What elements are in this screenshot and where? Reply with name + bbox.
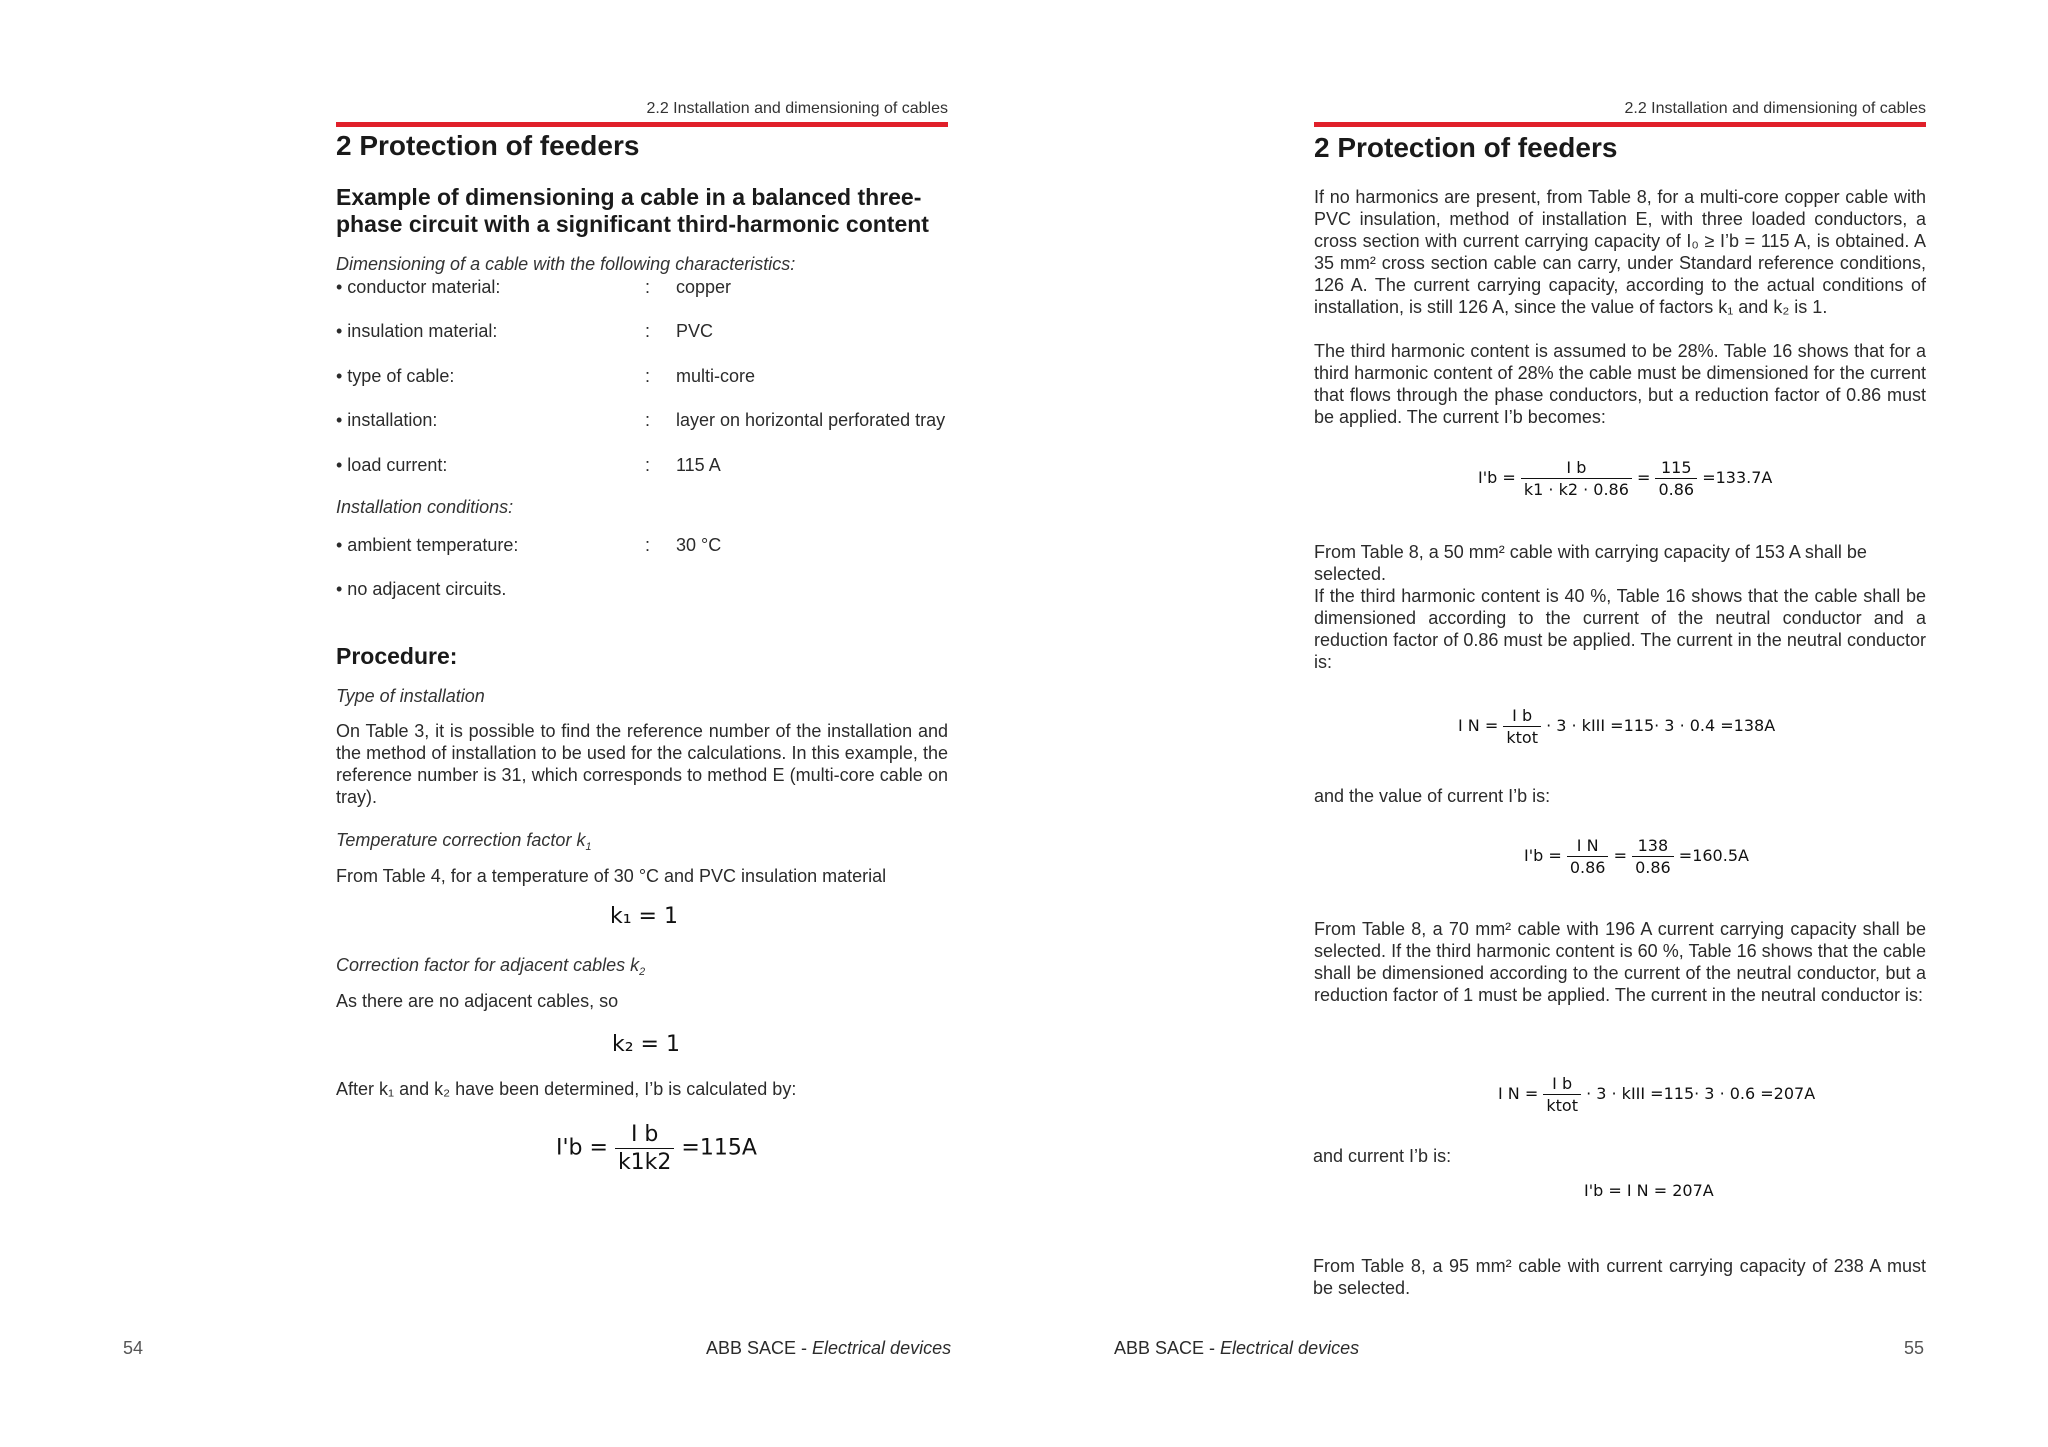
equation-5: I'b = I N = 207A	[1584, 1181, 1714, 1200]
eq1-denominator-1: k1 · k2 · 0.86	[1523, 480, 1629, 499]
page-title: 2 Protection of feeders	[1314, 132, 1618, 163]
spec-colon: :	[645, 321, 651, 341]
footer-italic: Electrical devices	[1220, 1338, 1360, 1358]
red-rule	[336, 122, 948, 127]
running-head: 2.2 Installation and dimensioning of cables	[1624, 100, 1926, 117]
spec-colon: :	[645, 277, 651, 297]
spec-row	[336, 535, 976, 559]
spec-label: • load current:	[336, 455, 448, 475]
page-title: 2 Protection of feeders	[336, 130, 640, 161]
adjacent-text: As there are no adjacent cables, so	[336, 991, 619, 1011]
eq2-rhs: · 3 · kIII =115· 3 · 0.4 =138A	[1546, 716, 1776, 735]
k2-equation: k₂ = 1	[612, 1032, 680, 1057]
spec-label: • ambient temperature:	[336, 535, 519, 555]
eq2-fraction	[1503, 706, 1541, 747]
paragraph-4: If the third harmonic content is 40 %, Table 16 shows that the cable shall be dimensioned according to the current of the neutral conductor and a reduction factor of 0.86 must be applied. The current in the neutral conductor is:	[1314, 586, 1926, 672]
eq3-numerator-1: I N	[1567, 836, 1609, 857]
temp-heading	[336, 830, 591, 853]
footer	[1114, 1338, 1359, 1359]
page-number: 54	[123, 1338, 144, 1358]
spec-label: • no adjacent circuits.	[336, 579, 507, 599]
eq4-fraction	[1543, 1074, 1581, 1115]
spec-value: 115 A	[676, 455, 721, 475]
eq3-denominator-1: 0.86	[1569, 858, 1606, 877]
spec-colon: :	[645, 455, 651, 475]
formula-lhs: I'b =	[556, 1135, 608, 1161]
eq1-fraction-1	[1521, 458, 1632, 499]
eq2-denominator: ktot	[1506, 728, 1538, 747]
procedure-heading: Procedure:	[336, 643, 458, 669]
page-number: 55	[1904, 1338, 1925, 1358]
eq1-lhs: I'b =	[1478, 468, 1516, 487]
adjacent-heading-text: Correction factor for adjacent cables k	[336, 955, 640, 975]
temp-text: From Table 4, for a temperature of 30 °C and PVC insulation material	[336, 866, 887, 886]
spec-row	[336, 366, 976, 390]
spec-row	[336, 321, 976, 345]
temp-heading-sub: 1	[585, 840, 592, 853]
spec-label: • conductor material:	[336, 277, 501, 297]
formula-denominator: k1k2	[617, 1150, 672, 1175]
spec-value: copper	[676, 277, 732, 297]
eq1-denominator-2: 0.86	[1658, 480, 1695, 499]
eq1-numerator-2: 115	[1655, 458, 1697, 479]
conditions-heading: Installation conditions:	[336, 497, 514, 517]
spec-value: multi-core	[676, 366, 756, 386]
red-rule	[1314, 122, 1926, 127]
eq3-fraction-2	[1632, 836, 1674, 877]
eq3-rhs: =160.5A	[1678, 846, 1749, 865]
k1-equation: k₁ = 1	[610, 904, 678, 929]
footer	[706, 1338, 951, 1359]
footer-brand: ABB SACE -	[1114, 1338, 1221, 1358]
paragraph-1: If no harmonics are present, from Table 8, for a multi-core copper cable with PVC insulation, method of installation E, with three loaded conductors, a cross section with current carrying capacity of I₀ ≥ I’b = 115 A, is obtained. A 35 mm² cross section cable can carry, under Standard reference conditions, 126 A. The current carrying capacity, according to the actual conditions of installation, is still 126 A, since the value of factors k₁ and k₂ is 1.	[1314, 187, 1926, 317]
after-text: After k₁ and k₂ have been determined, I’b is calculated by:	[336, 1079, 797, 1099]
eq1-numerator-1: I b	[1521, 458, 1632, 479]
eq3-numerator-2: 138	[1632, 836, 1674, 857]
running-head: 2.2 Installation and dimensioning of cables	[646, 100, 948, 117]
spec-colon: :	[645, 366, 651, 386]
spec-label: • type of cable:	[336, 366, 455, 386]
spec-colon: :	[645, 410, 651, 430]
spec-value: PVC	[676, 321, 714, 341]
spec-row	[336, 410, 976, 434]
spec-value: 30 °C	[676, 535, 722, 555]
intro-text: Dimensioning of a cable with the following characteristics:	[336, 254, 796, 274]
paragraph-8: From Table 8, a 95 mm² cable with current carrying capacity of 238 A must be selected.	[1313, 1256, 1926, 1298]
paragraph-6: From Table 8, a 70 mm² cable with 196 A current carrying capacity shall be selected. If the third harmonic content is 60 %, Table 16 shows that the cable shall be dimensioned according to the current of the neutral conductor, but a reduction factor of 1 must be applied. The current in the neutral conductor is:	[1314, 919, 1926, 1005]
formula-rhs: =115A	[681, 1135, 757, 1161]
spec-value: layer on horizontal perforated tray	[676, 410, 946, 430]
footer-italic: Electrical devices	[812, 1338, 952, 1358]
eq2-lhs: I N =	[1458, 716, 1499, 735]
eq4-lhs: I N =	[1498, 1084, 1539, 1103]
type-text: On Table 3, it is possible to find the reference number of the installation and the method of installation to be used for the calculations. In this example, the reference number is 31, which corresponds to method E (multi-core cable on tray).	[336, 721, 948, 807]
spec-row	[336, 277, 976, 301]
footer-brand: ABB SACE -	[706, 1338, 813, 1358]
eq3-denominator-2: 0.86	[1635, 858, 1671, 877]
paragraph-5: and the value of current I’b is:	[1314, 786, 1551, 806]
spec-colon: :	[645, 535, 651, 555]
eq3-lhs: I'b =	[1524, 846, 1562, 865]
eq4-rhs: · 3 · kIII =115· 3 · 0.6 =207A	[1586, 1084, 1816, 1103]
paragraph-7: and current I’b is:	[1313, 1146, 1452, 1166]
eq2-numerator: I b	[1503, 706, 1541, 727]
spec-label: • insulation material:	[336, 321, 498, 341]
right-page	[1024, 0, 2048, 1447]
section-subtitle: Example of dimensioning a cable in a balanced three-phase circuit with a significant third-harmonic content	[336, 184, 929, 237]
eq4-numerator: I b	[1543, 1074, 1581, 1095]
eq1-fraction-2	[1655, 458, 1697, 499]
ib-formula	[556, 1122, 757, 1175]
eq4-denominator: ktot	[1546, 1096, 1578, 1115]
spec-row	[336, 579, 506, 600]
paragraph-2: The third harmonic content is assumed to be 28%. Table 16 shows that for a third harmonic content of 28% the cable must be dimensioned for the current that flows through the phase conductors, but a reduction factor of 0.86 must be applied. The current I’b becomes:	[1314, 341, 1926, 427]
adjacent-heading	[336, 955, 645, 978]
formula-fraction	[615, 1122, 674, 1175]
equation-1: I'b = $\frac{\text{I b}}{k1 \cdot k2 \cdot 0.86}$ = $\frac{115}{0.86}$ =133.7A	[1478, 458, 1773, 499]
eq3-fraction-1	[1567, 836, 1609, 877]
type-heading: Type of installation	[336, 686, 485, 706]
temp-heading-text: Temperature correction factor k	[336, 830, 586, 850]
equation-4	[1498, 1074, 1815, 1115]
equation-2	[1458, 706, 1775, 747]
formula-numerator: I b	[615, 1122, 674, 1149]
equation-3: I'b = $\frac{\text{I N}}{0.86}$ = $\frac{138}{0.86}$ =160.5A	[1524, 836, 1749, 877]
eq1-rhs: =133.7A	[1702, 468, 1773, 487]
adjacent-heading-sub: 2	[639, 965, 646, 978]
spec-row	[336, 455, 976, 479]
spec-label: • installation:	[336, 410, 438, 430]
paragraph-3: From Table 8, a 50 mm² cable with carrying capacity of 153 A shall be selected.	[1314, 542, 1867, 584]
